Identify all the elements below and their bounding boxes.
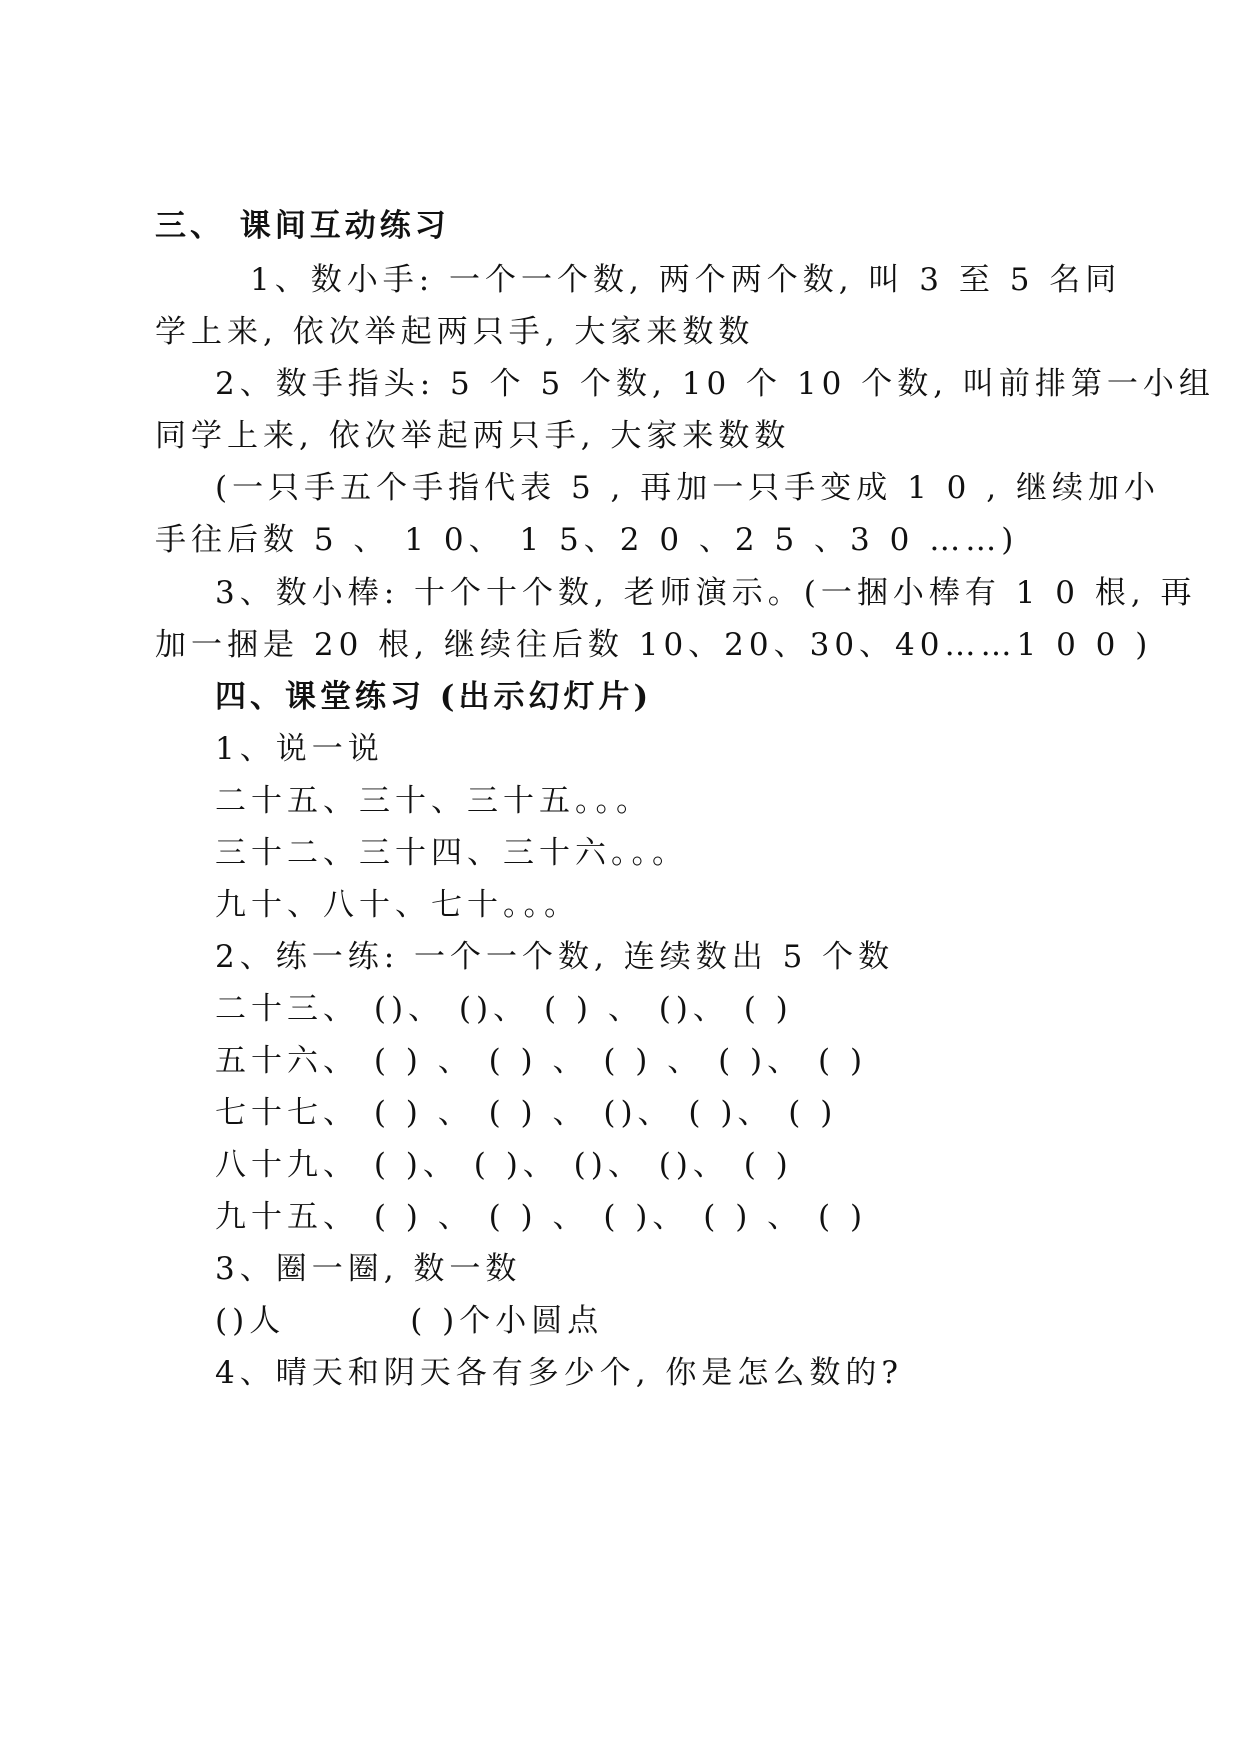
paragraph-1-line-1: 1、数小手: 一个一个数, 两个两个数, 叫 3 至 5 名同 [250,262,1122,298]
exercise-2-row-3: 七十七、 ( ) 、 ( ) 、 ()、 ( )、 ( ) [215,1095,838,1131]
paragraph-4-line-2: 加一捆是 20 根, 继续往后数 10、20、30、40……1 0 0 ) [155,627,1153,663]
paragraph-2-line-2: 同学上来, 依次举起两只手, 大家来数数 [155,418,791,454]
exercise-1-row-3: 九十、八十、七十。。。 [215,887,580,923]
exercise-3-dots-blank: ( )个小圆点 [410,1303,604,1339]
section-heading-3: 三、 课间互动练习 [155,208,450,244]
paragraph-3-line-1: (一只手五个手指代表 5 , 再加一只手变成 1 0 , 继续加小 [215,470,1160,506]
paragraph-1-line-2: 学上来, 依次举起两只手, 大家来数数 [155,314,755,350]
exercise-3-answers [215,1301,603,1341]
exercise-3-people-blank: ()人 [215,1303,286,1339]
exercise-1-title: 1、说一说 [215,731,384,767]
section-heading-4: 四、课堂练习 (出示幻灯片) [215,679,653,715]
exercise-2-title: 2、练一练: 一个一个数, 连续数出 5 个数 [215,939,895,975]
exercise-1-row-2: 三十二、三十四、三十六。。。 [215,835,688,871]
exercise-2-row-4: 八十九、 ( )、 ( )、 ()、 ()、 ( ) [215,1147,793,1183]
paragraph-3-line-2: 手往后数 5 、 1 0、 1 5、2 0 、2 5 、3 0 ……) [155,522,1019,558]
exercise-1-row-1: 二十五、三十、三十五。。。 [215,783,652,819]
paragraph-2-line-1: 2、数手指头: 5 个 5 个数, 10 个 10 个数, 叫前排第一小组 [215,366,1215,402]
exercise-2-row-5: 九十五、 ( ) 、 ( ) 、 ( )、 ( ) 、 ( ) [215,1199,868,1235]
exercise-3-title: 3、圈一圈, 数一数 [215,1251,522,1287]
exercise-4-title: 4、晴天和阴天各有多少个, 你是怎么数的? [215,1355,904,1391]
exercise-2-row-2: 五十六、 ( ) 、 ( ) 、 ( ) 、 ( )、 ( ) [215,1043,868,1079]
paragraph-4-line-1: 3、数小棒: 十个十个数, 老师演示。(一捆小棒有 1 0 根, 再 [215,575,1197,611]
exercise-2-row-1: 二十三、 ()、 ()、 ( ) 、 ()、 ( ) [215,991,793,1027]
